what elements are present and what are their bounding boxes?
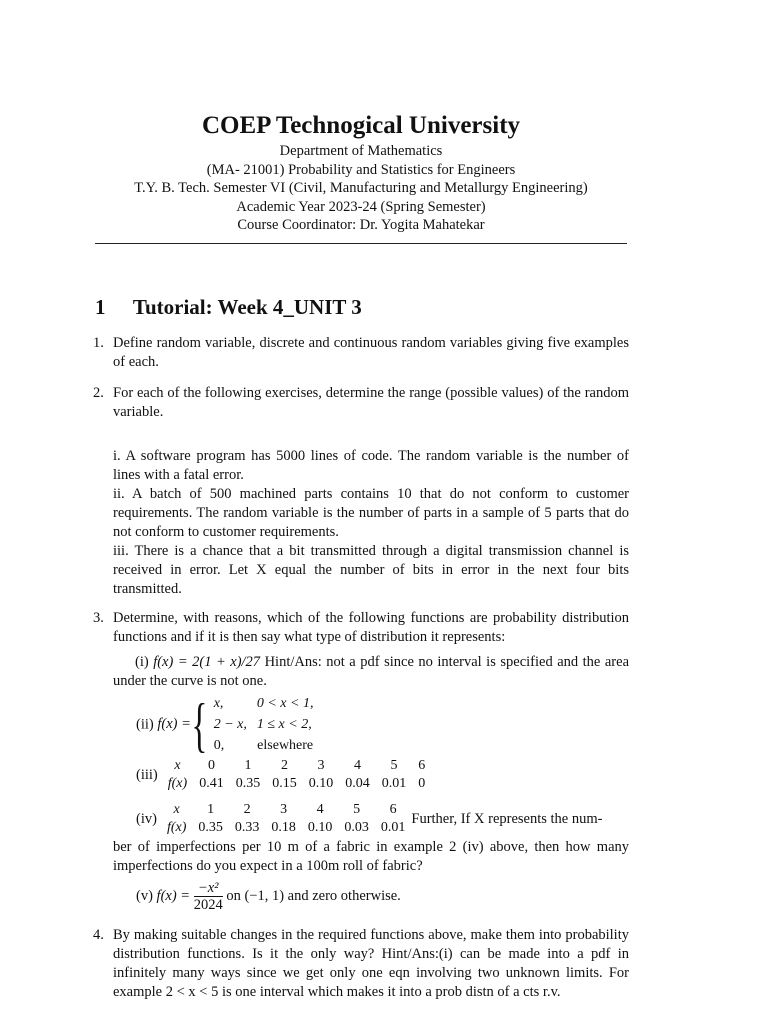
part-ii: ii. A batch of 500 machined parts contains 10 that do not conform to customer requirements. The random variable is the number of parts in a sample of 5 parts that do not conform to customer requirements.: [113, 486, 629, 540]
row-label: x: [173, 802, 180, 817]
part-label: (ii): [136, 716, 154, 733]
case-cond: 0 < x < 1,: [256, 696, 314, 711]
probability-value: 0.35: [235, 776, 261, 791]
q3-part-v: [136, 880, 616, 913]
x-value: 5: [390, 758, 398, 773]
probability-value: 0.01: [381, 776, 407, 791]
x-value: 4: [316, 802, 324, 817]
probability-value: 0.01: [380, 820, 406, 835]
question-text: For each of the following exercises, determine the range (possible values) of the random variable.: [113, 385, 629, 420]
x-value: 1: [244, 758, 252, 773]
formula-lhs: f(x) =: [156, 888, 191, 904]
section-heading: [95, 295, 362, 320]
course-coordinator: Course Coordinator: Dr. Yogita Mahatekar: [237, 217, 485, 234]
header-divider: [95, 243, 627, 244]
case-expr: 2 − x,: [213, 717, 247, 732]
further-text: Further, If X represents the num-: [411, 810, 603, 827]
case-expr: x,: [213, 696, 224, 711]
question-text: By making suitable changes in the required functions above, make them into probability distribution functions. Is it the only way? Hint/Ans:(i) can be made into a pdf in infinitely many ways since we get only one eqn involving two unknown limits. For example 2 < x < 5 is one interval which makes it into a prob distn of a cts r.v.: [113, 927, 629, 1000]
row-label: x: [174, 758, 181, 773]
x-value: 2: [280, 758, 288, 773]
x-value: 6: [389, 802, 397, 817]
probability-value: 0.15: [272, 776, 297, 791]
x-value: 3: [280, 802, 288, 817]
question-3: [93, 609, 629, 647]
case-cond: elsewhere: [257, 738, 314, 753]
x-value: 2: [243, 802, 251, 817]
formula-lhs: f(x) =: [157, 716, 191, 732]
part-iii: iii. There is a chance that a bit transmitted through a digital transmission channel is received in error. Let X equal the number of bits in error in the next four bits transmitted.: [113, 543, 629, 597]
part-iv-continuation: ber of imperfections per 10 m of a fabric in example 2 (iv) above, then how many imperfections do you expect in a 100m roll of fabric?: [113, 839, 629, 874]
part-i: i. A software program has 5000 lines of code. The random variable is the number of lines with a fatal error.: [113, 448, 629, 483]
question-4: [93, 926, 629, 1002]
document-header: [0, 110, 722, 235]
pmf-table-iii: [162, 757, 431, 793]
probability-value: 0: [418, 776, 426, 791]
probability-value: 0.41: [199, 776, 224, 791]
question-1: [93, 334, 629, 372]
q3-part-ii: [136, 692, 536, 757]
probability-value: 0.10: [307, 820, 333, 835]
formula-rest: on (−1, 1) and zero otherwise.: [226, 888, 401, 904]
part-label: (iv): [136, 810, 157, 827]
probability-value: 0.03: [344, 820, 369, 835]
x-value: 3: [317, 758, 325, 773]
part-label: (iii): [136, 766, 158, 783]
part-label: (i): [135, 654, 149, 670]
question-number: 2.: [93, 385, 104, 401]
academic-year: Academic Year 2023-24 (Spring Semester): [236, 198, 486, 215]
case-expr: 0,: [213, 738, 225, 753]
fraction: [194, 880, 223, 913]
x-value: 6: [418, 758, 426, 773]
department: Department of Mathematics: [279, 143, 443, 159]
q3-part-iv-cont: [113, 838, 629, 876]
probability-value: 0.33: [234, 820, 260, 835]
x-value: 0: [207, 758, 215, 773]
part-label: (v): [136, 888, 153, 904]
x-value: 4: [353, 758, 361, 773]
x-value: 1: [207, 802, 215, 817]
question-number: 1.: [93, 335, 104, 351]
row-label: f(x): [166, 820, 187, 835]
brace: {: [191, 691, 208, 758]
question-2: [93, 384, 629, 422]
section-title: Tutorial: Week 4_UNIT 3: [132, 295, 362, 319]
probability-value: 0.35: [198, 820, 223, 835]
row-label: f(x): [167, 776, 188, 791]
semester-info: T.Y. B. Tech. Semester VI (Civil, Manufacturing and Metallurgy Engineering): [134, 180, 588, 197]
probability-value: 0.10: [308, 776, 334, 791]
x-value: 5: [353, 802, 361, 817]
question-number: 4.: [93, 927, 104, 943]
case-cond: 1 ≤ x < 2,: [256, 717, 312, 732]
question-2-parts: [113, 447, 629, 599]
piecewise-function: [157, 692, 319, 757]
q3-part-iv: [136, 801, 629, 837]
cases-table: [208, 692, 320, 757]
q3-part-iii: [136, 757, 556, 793]
section-number: 1: [95, 295, 106, 319]
question-text: Determine, with reasons, which of the following functions are probability distribution functions and if it is then say what type of distribution it represents:: [113, 610, 629, 645]
denominator: 2024: [193, 897, 223, 913]
numerator: −x²: [197, 880, 219, 896]
formula: f(x) = 2(1 + x)/27: [153, 654, 261, 670]
q3-part-i: [113, 653, 629, 691]
course-title: (MA- 21001) Probability and Statistics for Engineers: [206, 161, 516, 178]
hint: Hint/Ans: not a pdf since no interval is specified and the area under the curve is not one.: [113, 654, 630, 689]
pmf-table-iv: [161, 801, 411, 837]
question-text: Define random variable, discrete and continuous random variables giving five examples of each.: [113, 335, 629, 370]
probability-value: 0.18: [271, 820, 296, 835]
university-title: COEP Technogical University: [201, 112, 521, 139]
question-number: 3.: [93, 610, 104, 626]
probability-value: 0.04: [345, 776, 370, 791]
